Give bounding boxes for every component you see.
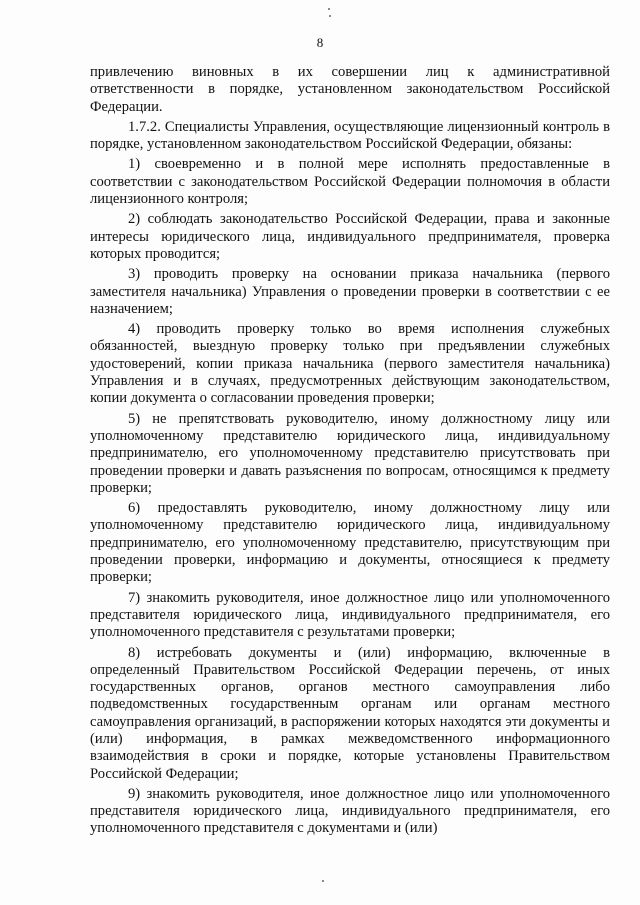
list-item-2: 2) соблюдать законодательство Российской Федерации, права и законные интересы юридического лица, индивидуального предпринимателя, проверка которых проводится; (90, 211, 610, 262)
paragraph-continuation: привлечению виновных в их совершении лиц к административной ответственности в порядке, установленном законодательством Российской Федерации. (90, 64, 610, 115)
list-item-7: 7) знакомить руководителя, иное должностное лицо или уполномоченного представителя юридического лица, индивидуального предпринимателя, его уполномоченного представителя с результатами проверки; (90, 589, 610, 641)
list-item-3: 3) проводить проверку на основании приказа начальника (первого заместителя начальника) Управления о проведении проверки в соответствии с ее назначением; (90, 266, 610, 317)
scan-speck (329, 15, 331, 17)
document-body (90, 64, 610, 841)
list-item-1: 1) своевременно и в полной мере исполнять предоставленные в соответствии с законодательством Российской Федерации полномочия в области лицензионного контроля; (90, 156, 610, 208)
list-item-9: 9) знакомить руководителя, иное должностное лицо или уполномоченного представителя юридического лица, индивидуального предпринимателя, его уполномоченного представителя с документами и (или) (90, 785, 610, 837)
list-item-5: 5) не препятствовать руководителю, иному должностному лицу или уполномоченному представителю юридического лица, индивидуальному предпринимателю, его уполномоченному представителю присутствовать при проведении проверки и давать разъяснения по вопросам, относящимся к предмету проверки; (90, 410, 610, 496)
list-item-8: 8) истребовать документы и (или) информацию, включенные в определенный Правительством Российской Федерации перечень, от иных государственных органов, органов местного самоуправления либо подведомственных государственным органам или органам местного самоуправления организаций, в распоряжении которых находятся эти документы и (или) информация, в рамках межведомственного информационного взаимодействия в сроки и порядке, которые установлены Правительством Российской Федерации; (90, 644, 610, 782)
paragraph-section-1-7-2: 1.7.2. Специалисты Управления, осуществляющие лицензионный контроль в порядке, установленном законодательством Российской Федерации, обязаны: (90, 118, 610, 153)
scan-speck (328, 8, 330, 10)
list-item-6: 6) предоставлять руководителю, иному должностному лицу или уполномоченному представителю юридического лица, индивидуальному предпринимателю, его уполномоченному представителю, присутствующим при проведении проверки, информацию и документы, относящиеся к предмету проверки; (90, 500, 610, 586)
scan-speck (322, 880, 324, 882)
page-number: 8 (316, 35, 324, 50)
list-item-4: 4) проводить проверку только во время исполнения служебных обязанностей, выездную проверку только при предъявлении служебных удостоверений, копии приказа начальника (первого заместителя начальника) Управления и в случаях, предусмотренных действующим законодательством, копии документа о согласовании проведения проверки; (90, 321, 610, 407)
